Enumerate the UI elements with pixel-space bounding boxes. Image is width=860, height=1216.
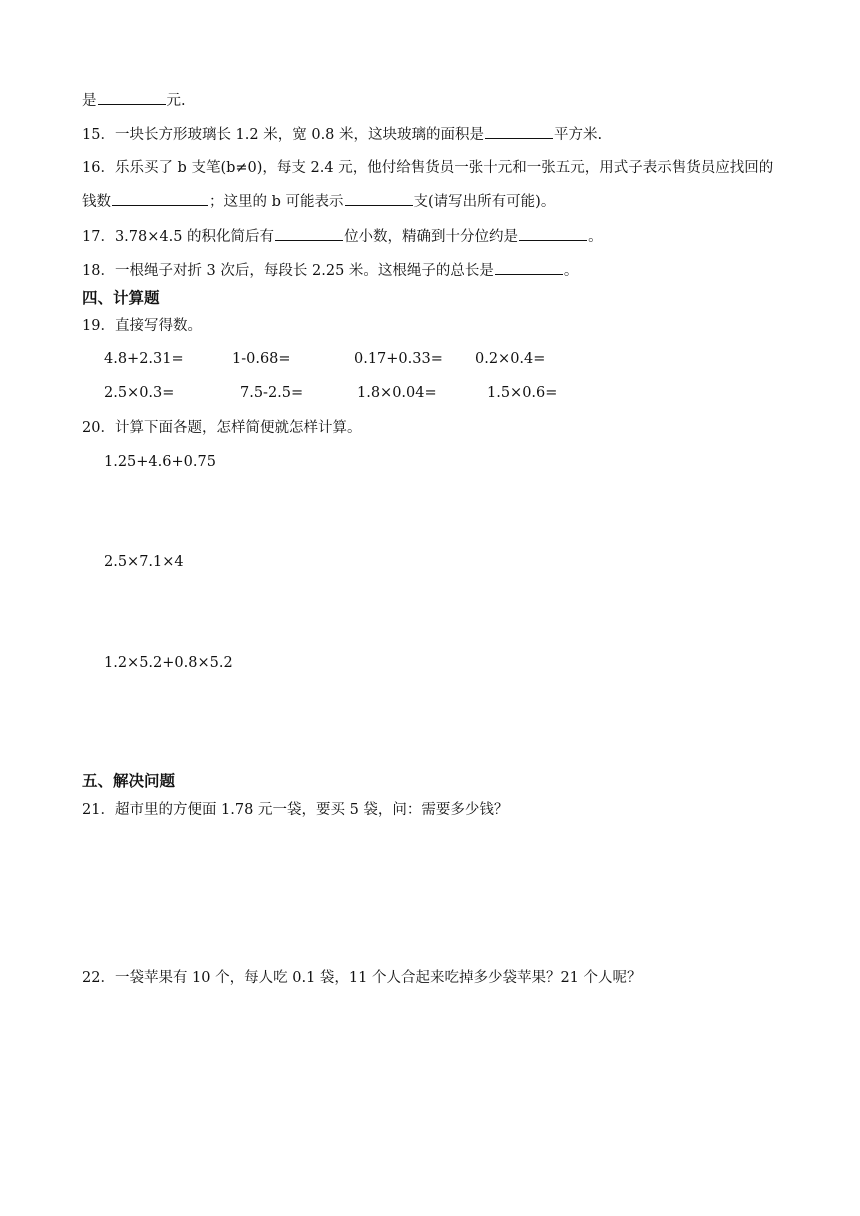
question-20 — [82, 418, 361, 438]
question-15 — [82, 124, 602, 145]
q14-post: 元. — [166, 93, 186, 109]
answer-blank[interactable] — [112, 191, 208, 206]
question-number: 22． — [82, 970, 115, 986]
question-number: 21． — [82, 802, 115, 818]
oral-calc-item: 0.2×0.4= — [475, 351, 546, 367]
calc-expression: 1.25+4.6+0.75 — [104, 454, 216, 470]
question-text: 计算下面各题，怎样简便就怎样计算。 — [114, 420, 362, 436]
question-17 — [82, 226, 603, 247]
oral-calc-item: 1-0.68= — [232, 351, 291, 367]
oral-calc-item: 1.8×0.04= — [357, 385, 437, 401]
question-text: 乐乐买了 b 支笔(b≠0)，每支 2.4 元，他付给售货员一张十元和一张五元，用式子表示售货员应找回的 — [114, 160, 774, 176]
question-16-line-1 — [82, 158, 773, 178]
question-text: 3.78×4.5 的积化简后有 — [114, 229, 275, 245]
question-number: 20． — [82, 420, 115, 436]
question-22 — [82, 968, 642, 988]
calc-expression: 2.5×7.1×4 — [104, 554, 184, 570]
question-text-tail: 支(请写出所有可能)。 — [413, 194, 556, 210]
question-18 — [82, 260, 578, 281]
question-text-tail: 平方米. — [554, 127, 603, 143]
oral-calc-item: 1.5×0.6= — [487, 385, 558, 401]
question-text: 直接写得数。 — [114, 318, 202, 334]
question-number: 18． — [82, 263, 115, 279]
question-16-line-2 — [82, 191, 555, 212]
question-number: 16． — [82, 160, 115, 176]
question-number: 19． — [82, 318, 115, 334]
answer-blank[interactable] — [275, 226, 343, 241]
question-text: 一根绳子对折 3 次后，每段长 2.25 米。这根绳子的总长是 — [114, 263, 494, 279]
question-text: ；这里的 b 可能表示 — [209, 194, 344, 210]
question-text: 位小数，精确到十分位约是 — [344, 229, 519, 245]
answer-blank[interactable] — [345, 191, 413, 206]
calc-expression: 1.2×5.2+0.8×5.2 — [104, 655, 233, 671]
oral-calc-item: 2.5×0.3= — [104, 385, 175, 401]
q14-continuation — [82, 90, 186, 111]
oral-calc-item: 7.5-2.5= — [240, 385, 304, 401]
answer-blank[interactable] — [519, 226, 587, 241]
q14-pre: 是 — [82, 93, 97, 109]
question-19 — [82, 316, 202, 336]
question-21 — [82, 800, 508, 820]
oral-calc-item: 0.17+0.33= — [354, 351, 443, 367]
oral-calc-item: 4.8+2.31= — [104, 351, 184, 367]
question-text-tail: 。 — [588, 229, 603, 245]
section-heading-calculation: 四、计算题 — [82, 289, 160, 307]
question-text: 一袋苹果有 10 个，每人吃 0.1 袋，11 个人合起来吃掉多少袋苹果？21 个人呢？ — [114, 970, 642, 986]
question-text: 一块长方形玻璃长 1.2 米，宽 0.8 米，这块玻璃的面积是 — [114, 127, 485, 143]
question-number: 17． — [82, 229, 115, 245]
question-text: 钱数 — [82, 194, 111, 210]
question-text-tail: 。 — [563, 263, 579, 279]
answer-blank[interactable] — [485, 124, 553, 139]
question-number: 15． — [82, 127, 115, 143]
question-text: 超市里的方便面 1.78 元一袋，要买 5 袋，问：需要多少钱？ — [114, 802, 509, 818]
answer-blank[interactable] — [495, 260, 563, 275]
answer-blank[interactable] — [98, 90, 166, 105]
section-heading-problem-solving: 五、解决问题 — [82, 772, 176, 790]
